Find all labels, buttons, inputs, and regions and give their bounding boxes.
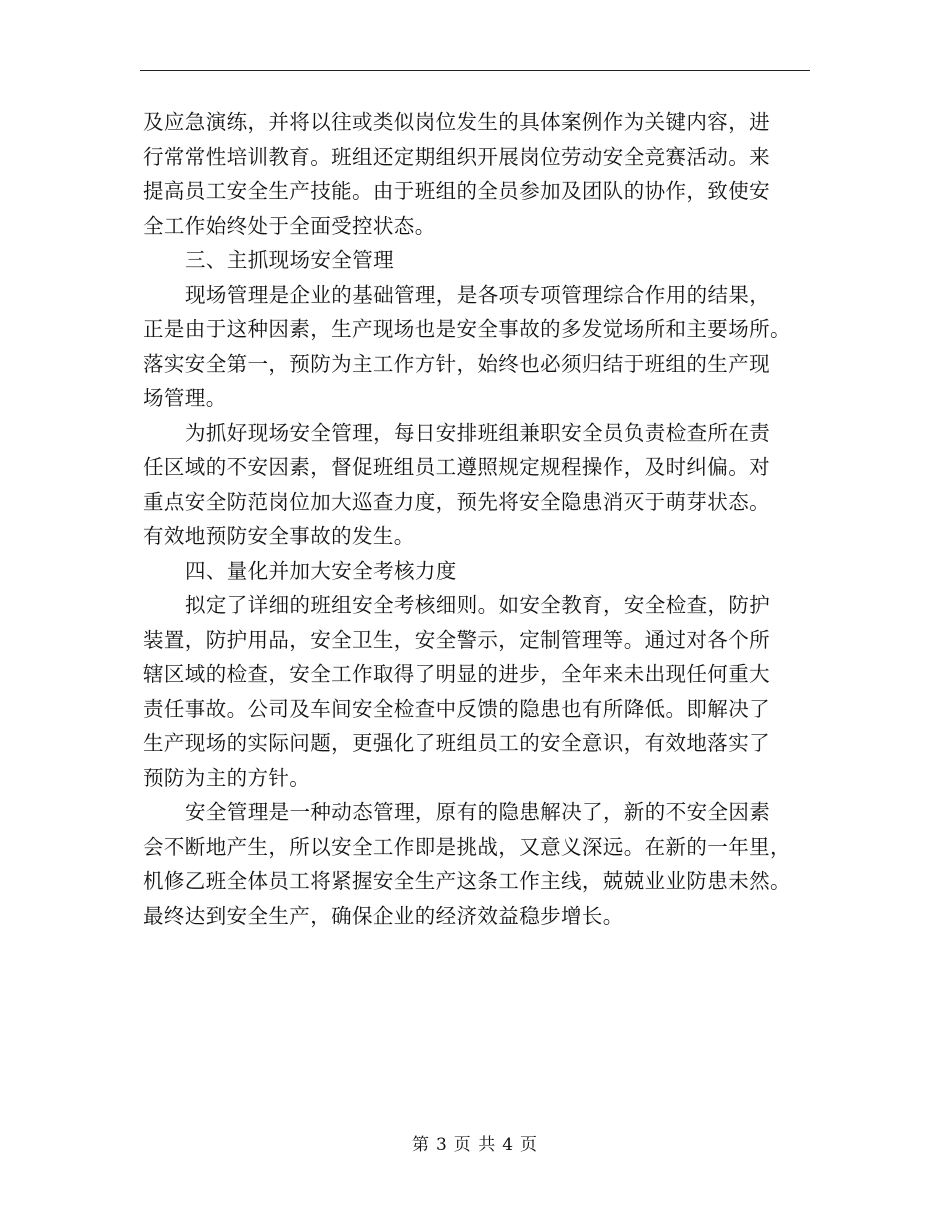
- page-footer: [0, 1130, 950, 1155]
- paragraph: [143, 416, 815, 554]
- paragraph: [143, 795, 815, 933]
- text-line: 及应急演练，并将以往或类似岗位发生的具体案例作为关键内容，进: [143, 110, 770, 134]
- text-line: 场管理。: [143, 386, 227, 410]
- footer-middle: 页 共: [453, 1135, 497, 1155]
- heading-text: 三、主抓现场安全管理: [185, 248, 394, 272]
- paragraph: [143, 278, 815, 416]
- text-line: 落实安全第一，预防为主工作方针，始终也必须归结于班组的生产现: [143, 351, 770, 376]
- text-line: 全工作始终处于全面受控状态。: [143, 213, 436, 238]
- text-line: 装置，防护用品，安全卫生，安全警示，定制管理等。通过对各个所: [143, 627, 770, 652]
- text-line: 重点安全防范岗位加大巡查力度，预先将安全隐患消灭于萌芽状态。: [143, 489, 770, 514]
- text-line: 有效地预防安全事故的发生。: [143, 524, 415, 548]
- footer-suffix: 页: [520, 1135, 539, 1155]
- heading-text: 四、量化并加大安全考核力度: [185, 558, 457, 583]
- section-heading: [143, 554, 815, 589]
- text-line: 最终达到安全生产，确保企业的经济效益稳步增长。: [143, 903, 624, 928]
- text-line: 辖区域的检查，安全工作取得了明显的进步，全年来未出现任何重大: [143, 662, 770, 686]
- text-line: 会不断地产生，所以安全工作即是挑战，又意义深远。在新的一年里，: [143, 834, 791, 859]
- text-line: 提高员工安全生产技能。由于班组的全员参加及团队的协作，致使安: [143, 179, 770, 203]
- text-line: 预防为主的方针。: [143, 765, 311, 790]
- text-line: 拟定了详细的班组安全考核细则。如安全教育，安全检查，防护: [185, 593, 771, 617]
- text-line: 正是由于这种因素，生产现场也是安全事故的多发觉场所和主要场所。: [143, 317, 791, 341]
- header-rule: [140, 70, 810, 71]
- page-number-current: 3: [435, 1135, 448, 1155]
- paragraph: [143, 588, 815, 795]
- text-line: 现场管理是企业的基础管理，是各项专项管理综合作用的结果，: [185, 282, 771, 307]
- page-number-total: 4: [502, 1135, 515, 1155]
- text-line: 生产现场的实际问题，更强化了班组员工的安全意识，有效地落实了: [143, 731, 770, 755]
- text-line: 任区域的不安因素，督促班组员工遵照规定规程操作，及时纠偏。对: [143, 455, 770, 479]
- text-line: 安全管理是一种动态管理，原有的隐患解决了，新的不安全因素: [185, 800, 771, 824]
- text-line: 责任事故。公司及车间安全检查中反馈的隐患也有所降低。即解决了: [143, 696, 770, 721]
- text-line: 为抓好现场安全管理，每日安排班组兼职安全员负责检查所在责: [185, 420, 771, 445]
- section-heading: [143, 243, 815, 278]
- document-body: [143, 105, 815, 933]
- text-line: 行常常性培训教育。班组还定期组织开展岗位劳动安全竞赛活动。来: [143, 144, 770, 169]
- footer-prefix: 第: [411, 1135, 430, 1155]
- text-line: 机修乙班全体员工将紧握安全生产这条工作主线，兢兢业业防患未然。: [143, 869, 791, 893]
- paragraph: [143, 105, 815, 243]
